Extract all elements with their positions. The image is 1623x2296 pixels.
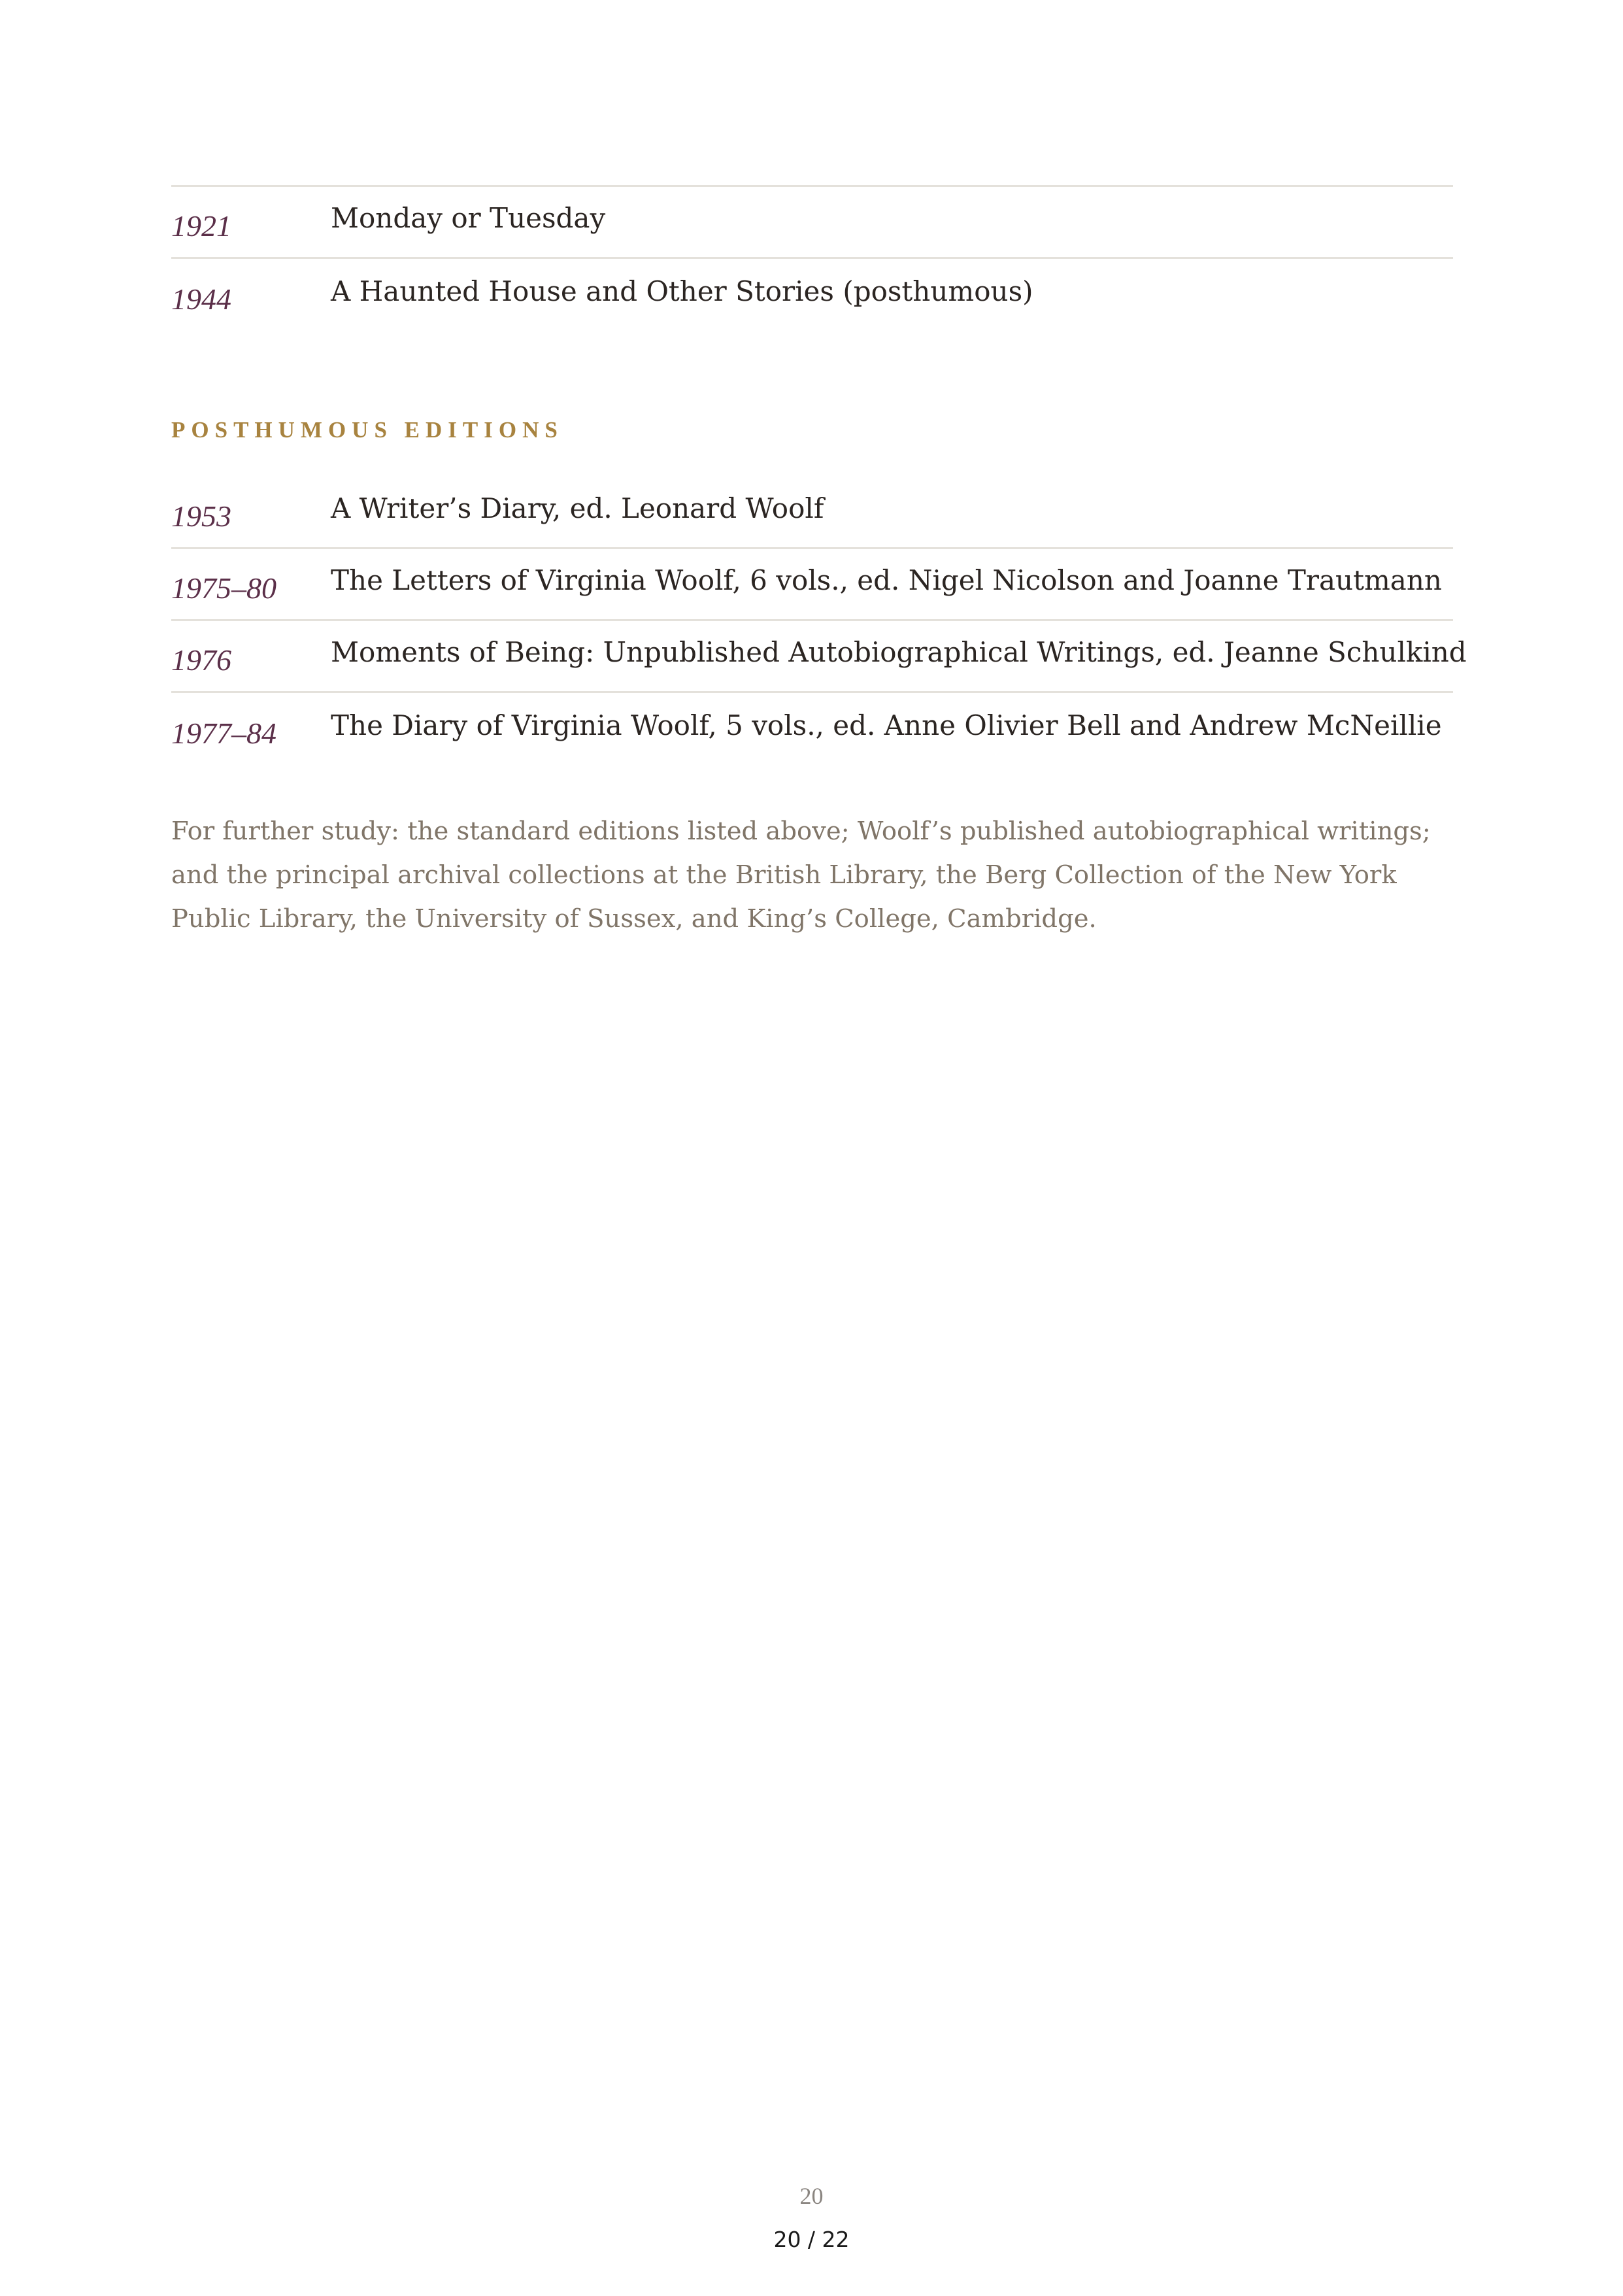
entry-title: The Diary of Virginia Woolf, 5 vols., ed. Anne Olivier Bell and Andrew McNeillie — [331, 709, 1442, 741]
list-item — [171, 549, 1453, 621]
entry-title: Monday or Tuesday — [331, 202, 606, 234]
entry-year: 1977–84 — [171, 716, 276, 750]
list-item — [171, 187, 1453, 259]
section-heading: POSTHUMOUS EDITIONS — [171, 417, 563, 443]
list-item — [171, 693, 1453, 765]
entry-title: The Letters of Virginia Woolf, 6 vols., ed. Nigel Nicolson and Joanne Trautmann — [331, 564, 1442, 596]
page-number: 20 — [799, 2183, 824, 2209]
entry-year: 1944 — [171, 282, 231, 316]
list-item — [171, 477, 1453, 549]
page-counter: 20 / 22 — [773, 2227, 850, 2252]
entry-year: 1975–80 — [171, 571, 276, 605]
entry-year: 1921 — [171, 209, 231, 243]
list-item — [171, 621, 1467, 693]
posthumous-list — [171, 477, 1467, 765]
page-content — [171, 185, 1467, 966]
entry-year: 1953 — [171, 499, 231, 533]
entry-year: 1976 — [171, 643, 231, 677]
entry-title: A Writer’s Diary, ed. Leonard Woolf — [331, 492, 824, 524]
works-list — [171, 185, 1453, 331]
list-item — [171, 259, 1453, 331]
further-study-note: For further study: the standard editions listed above; Woolf’s published autobiographical writings; and the principal archival collections at the British Library, the Berg Collection of the New York Public Library, the University of Sussex, and King’s College, Cambridge. — [171, 817, 1431, 934]
entry-title: Moments of Being: Unpublished Autobiographical Writings, ed. Jeanne Schulkind — [331, 636, 1467, 668]
entry-title: A Haunted House and Other Stories (posthumous) — [331, 275, 1033, 307]
